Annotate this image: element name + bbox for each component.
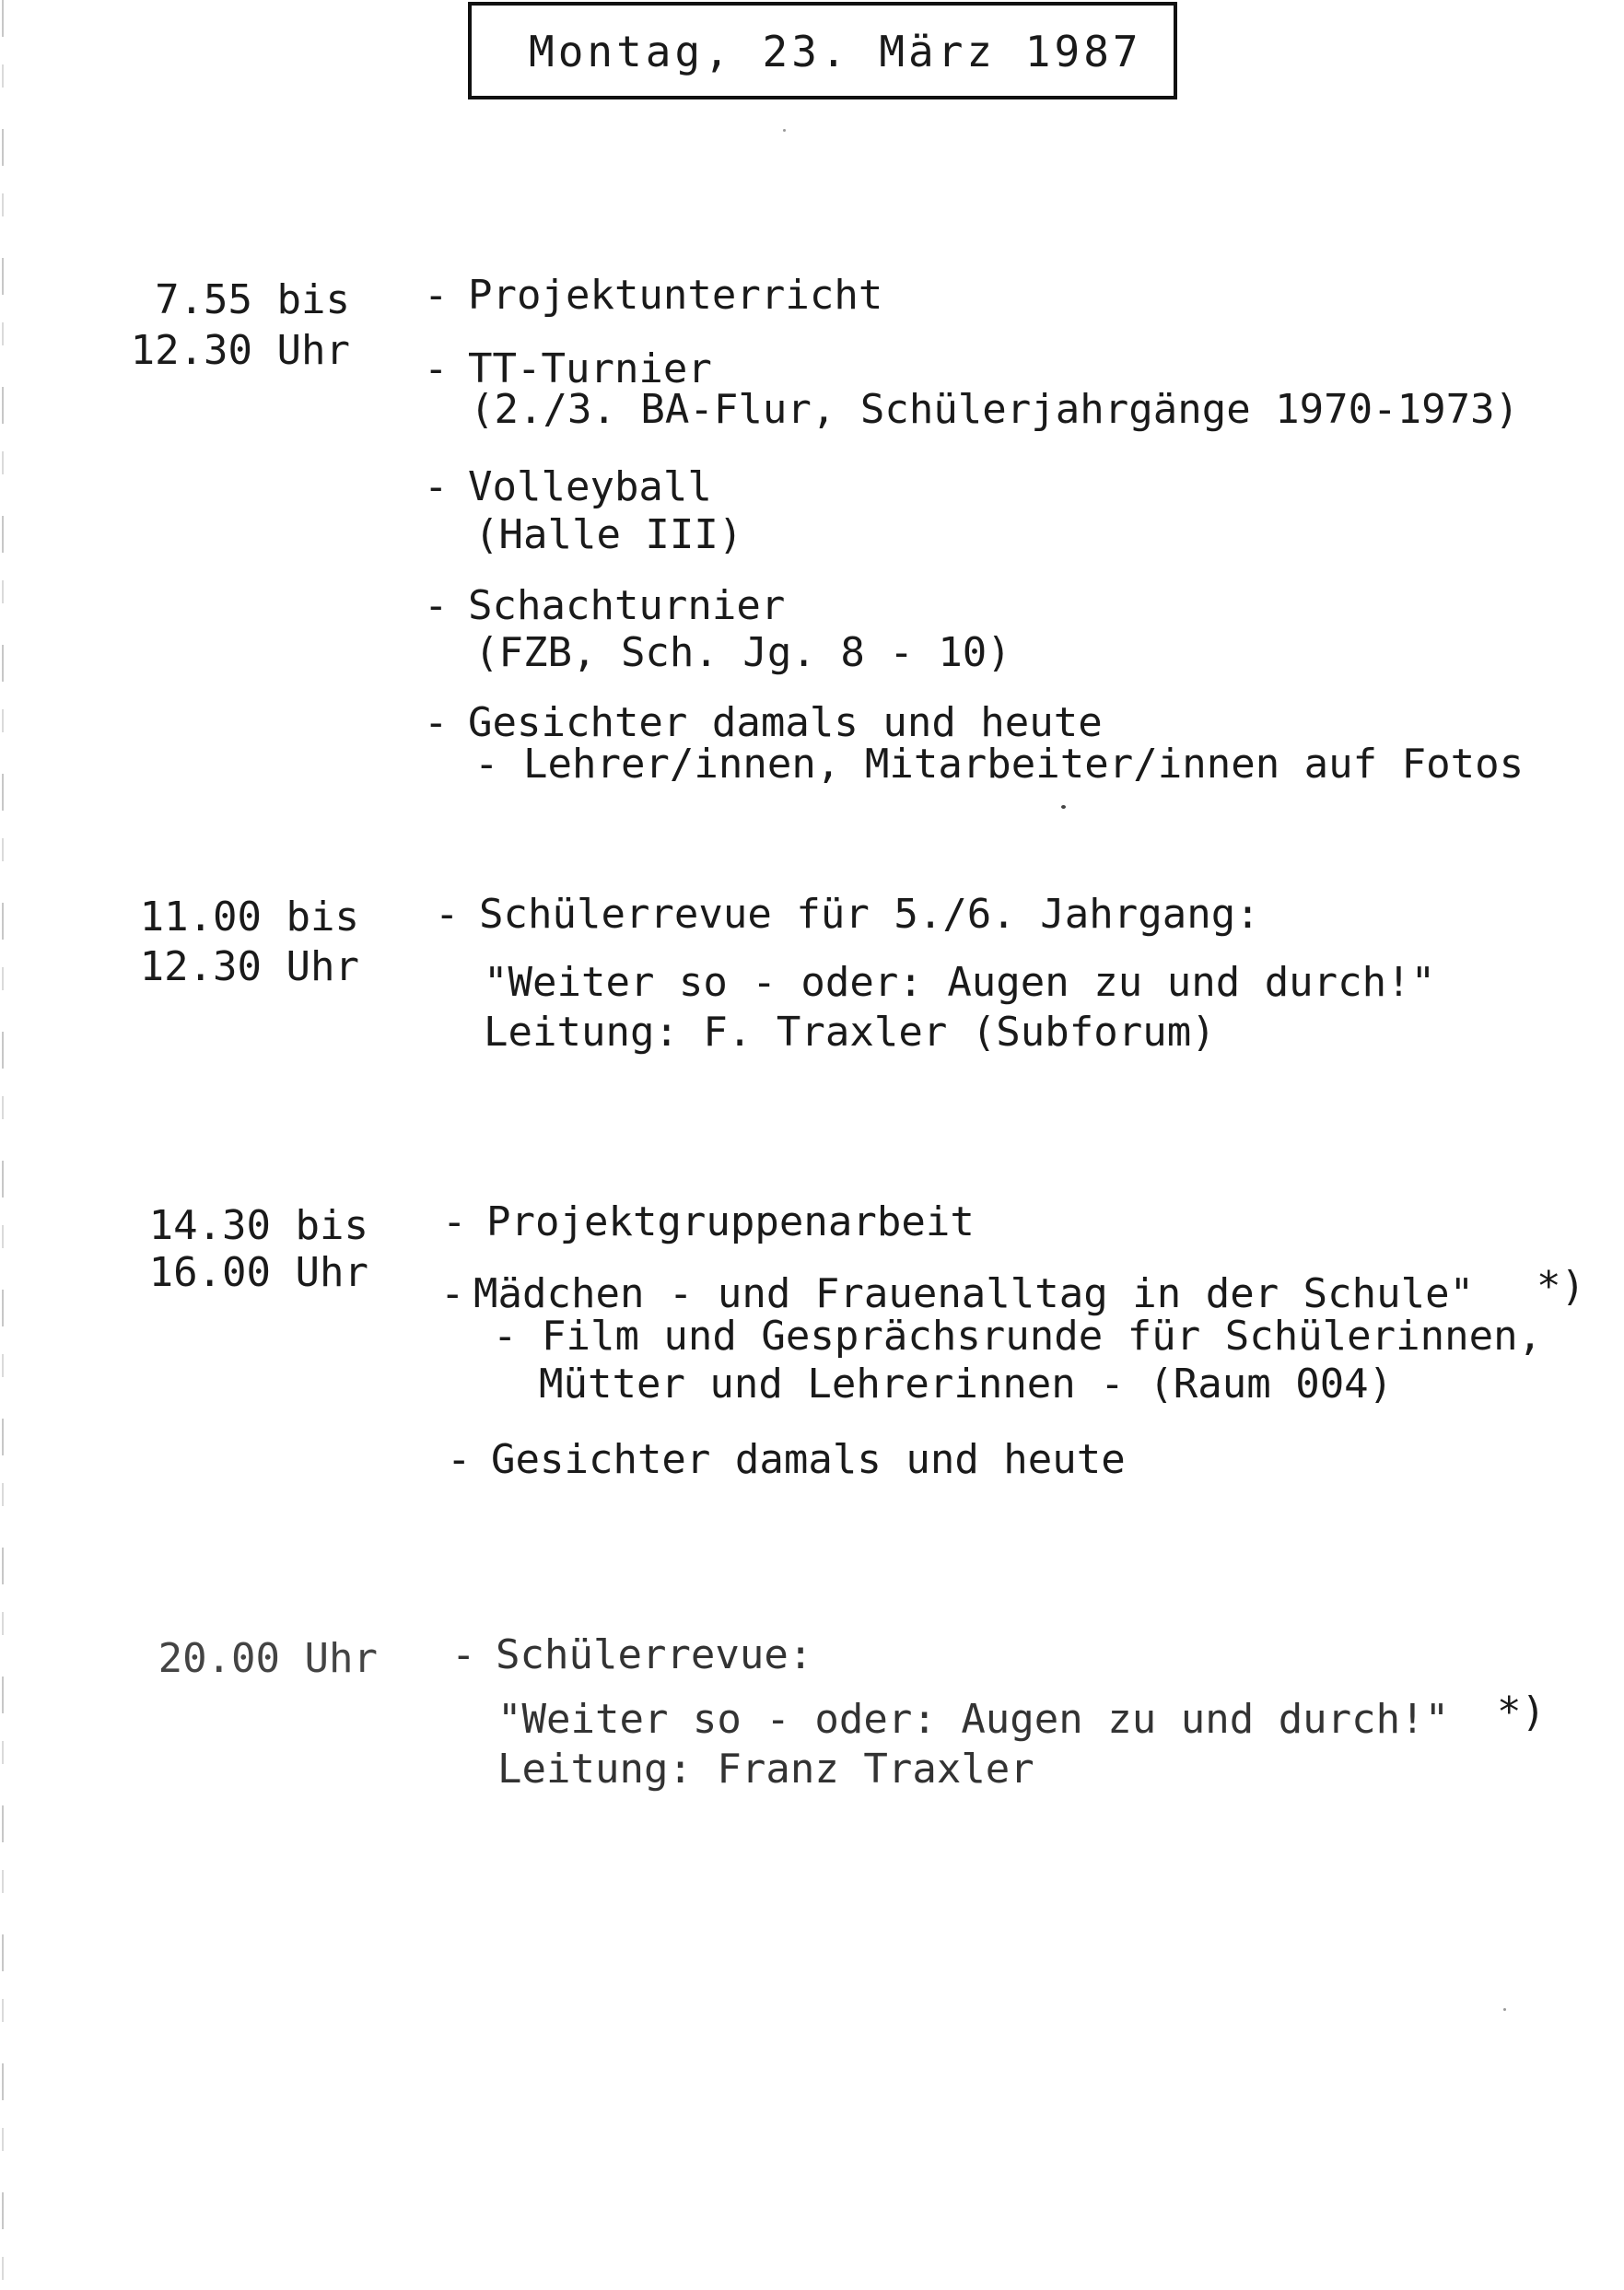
item-dash: - [424, 345, 449, 392]
item-detail: (2./3. BA-Flur, Schülerjahrgänge 1970-1973) [470, 386, 1520, 433]
schedule-item [424, 700, 1103, 746]
time-start: 11.00 bis [139, 894, 359, 941]
date-header: Montag, 23. März 1987 [529, 27, 1142, 76]
item-dash: - [440, 1270, 465, 1317]
item-detail: - Film und Gesprächsrunde für Schülerinnen, [493, 1313, 1543, 1360]
schedule-item [424, 583, 785, 629]
schedule-item [447, 1437, 1126, 1483]
item-dash: - [442, 1198, 467, 1245]
item-dash: - [435, 891, 460, 938]
footnote-marker: *) [1536, 1263, 1585, 1310]
item-text: TT-Turnier [468, 345, 712, 392]
time-start: 7.55 bis [155, 276, 350, 323]
time-start: 14.30 bis [148, 1202, 368, 1249]
item-text: Volleyball [468, 463, 712, 510]
item-text: Gesichter damals und heute [491, 1436, 1126, 1483]
time-end: 16.00 Uhr [148, 1249, 368, 1296]
item-text: Projektgruppenarbeit [486, 1198, 975, 1245]
schedule-item [435, 892, 1260, 938]
scan-speck [783, 129, 786, 132]
item-text: Schülerrevue: [496, 1631, 813, 1678]
footnote-marker: *) [1497, 1688, 1546, 1735]
item-text: Schülerrevue für 5./6. Jahrgang: [479, 891, 1260, 938]
schedule-item [424, 464, 712, 510]
schedule-item [451, 1632, 812, 1678]
item-text: Mädchen - und Frauenalltag in der Schule" [473, 1270, 1475, 1317]
scan-edge-mark [2, 0, 4, 2290]
item-dash: - [424, 272, 449, 319]
item-text: Projektunterricht [468, 272, 883, 319]
schedule-item [424, 273, 882, 319]
item-dash: - [424, 699, 449, 746]
item-text: Schachturnier [468, 582, 786, 629]
item-dash: - [447, 1436, 472, 1483]
schedule-item [440, 1271, 1474, 1317]
item-detail: "Weiter so - oder: Augen zu und durch!" [484, 959, 1436, 1006]
schedule-item [442, 1199, 975, 1245]
item-text: Gesichter damals und heute [468, 699, 1103, 746]
time-start: 20.00 Uhr [158, 1635, 378, 1682]
item-detail: Leitung: Franz Traxler [497, 1746, 1034, 1793]
item-detail: - Lehrer/innen, Mitarbeiter/innen auf Fotos [474, 741, 1525, 788]
scan-speck [1061, 805, 1066, 809]
item-detail: Mütter und Lehrerinnen - (Raum 004) [539, 1361, 1394, 1408]
scan-speck [1503, 2008, 1506, 2011]
item-detail: "Weiter so - oder: Augen zu und durch!" [497, 1696, 1450, 1743]
item-detail: Leitung: F. Traxler (Subforum) [484, 1009, 1216, 1056]
item-dash: - [424, 582, 449, 629]
item-dash: - [451, 1631, 476, 1678]
date-header-box [468, 2, 1177, 99]
time-end: 12.30 Uhr [130, 327, 350, 374]
time-end: 12.30 Uhr [139, 943, 359, 990]
item-detail: (FZB, Sch. Jg. 8 - 10) [474, 629, 1011, 676]
item-detail: (Halle III) [474, 511, 743, 558]
item-dash: - [424, 463, 449, 510]
